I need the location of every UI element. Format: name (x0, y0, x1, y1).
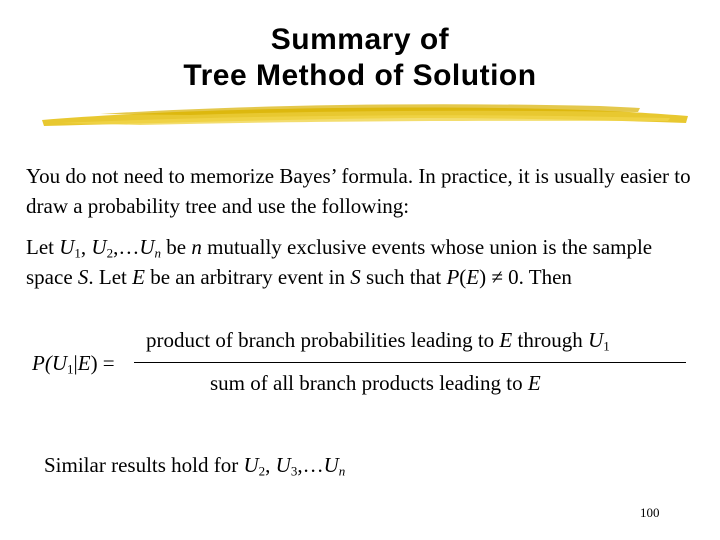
formula-lhs: $P(U_1|E)$ = (32, 351, 115, 377)
definition-paragraph: Let $U_1$, $U_2,\dots U_n$ be n mutually exclusive events whose union is the sample space S. Let E be an arbitrary event in S such that P(E) ≠ 0. Then (26, 235, 653, 289)
title-line-1: Summary of (270, 23, 450, 56)
formula-numerator: product of branch probabilities leading to E through $U_1$ (146, 328, 610, 354)
fraction-bar (134, 362, 686, 363)
title-line-2: Tree Method of Solution (183, 59, 537, 92)
slide-title (0, 22, 720, 94)
similar-results-line: Similar results hold for $U_2$, $U_3,\dots U_n$ (44, 453, 346, 479)
title-underline-brushstroke (40, 96, 690, 130)
page-number: 100 (640, 505, 660, 520)
intro-paragraph: You do not need to memorize Bayes’ formula. In practice, it is usually easier to draw a probability tree and use the following: (26, 164, 691, 218)
formula-denominator: sum of all branch products leading to E (210, 371, 541, 395)
